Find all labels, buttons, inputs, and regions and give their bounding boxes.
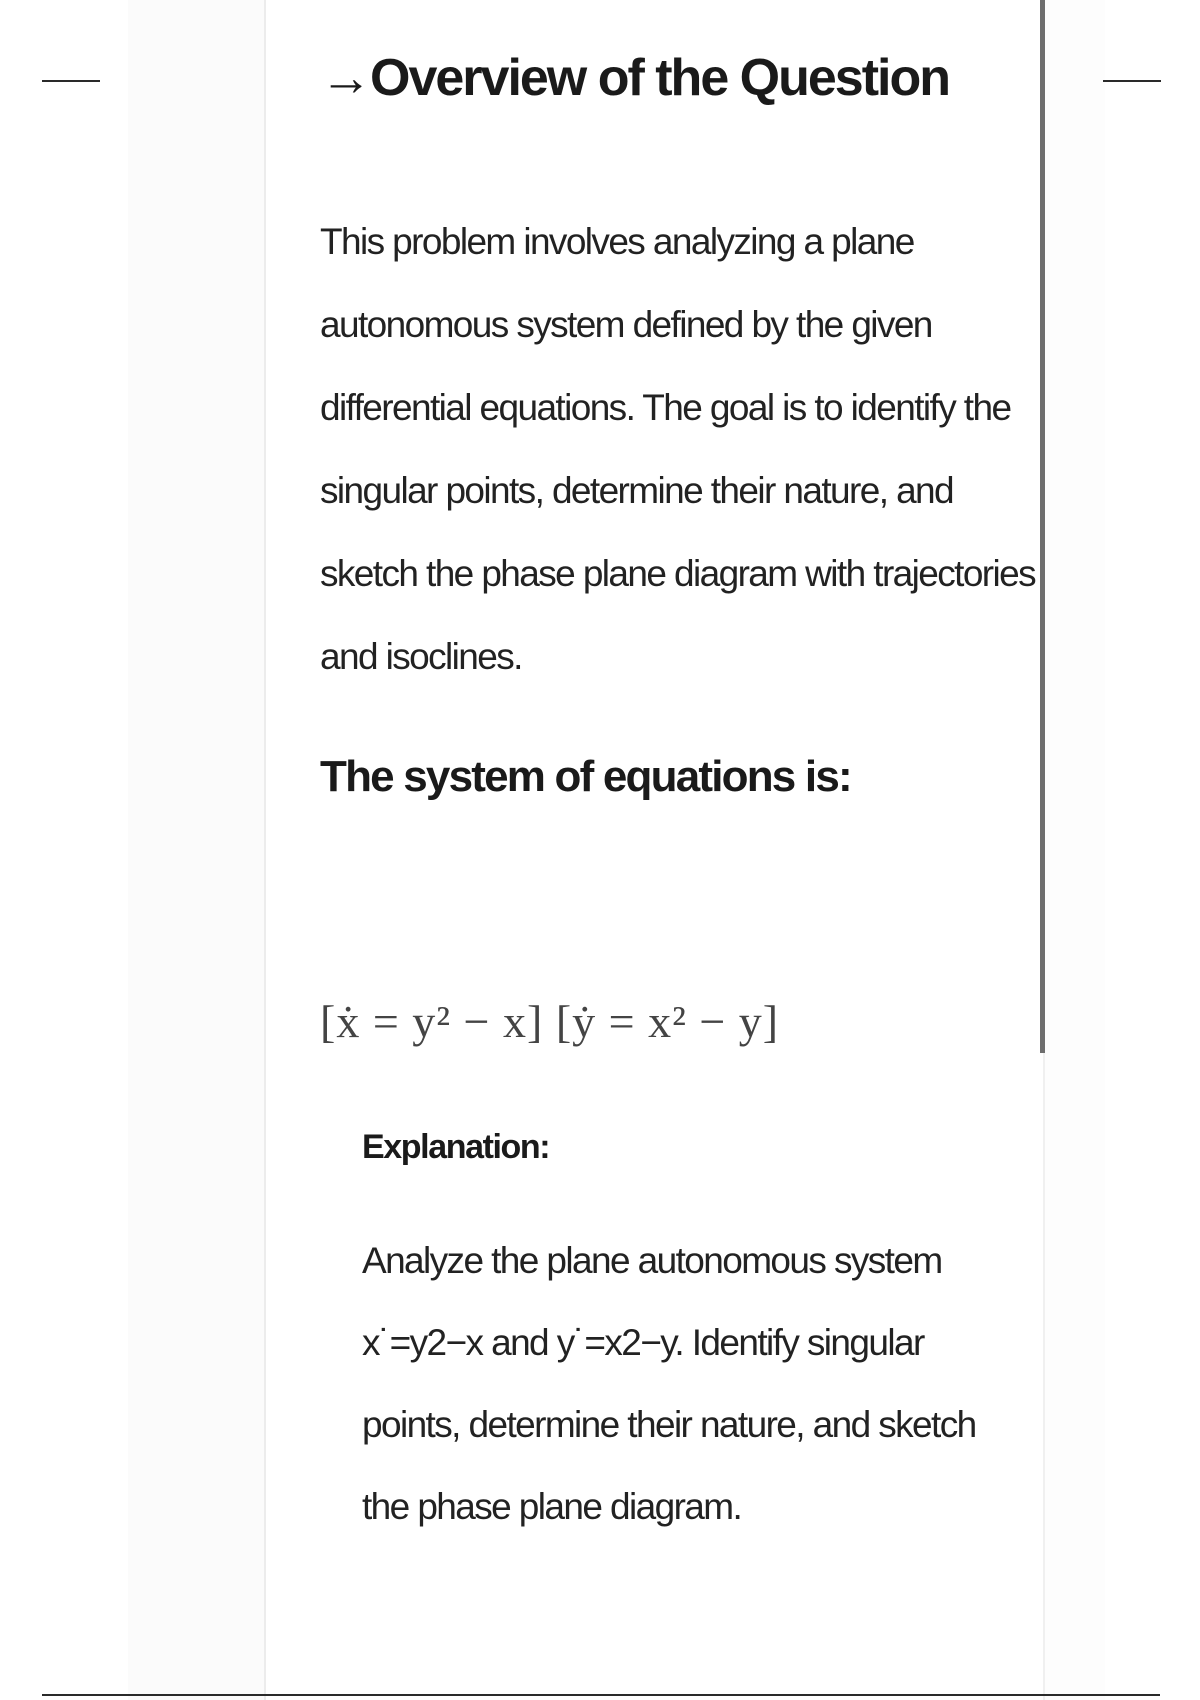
right-dash-divider	[1103, 80, 1161, 82]
bottom-divider	[42, 1694, 1160, 1696]
left-side-panel	[128, 0, 266, 1700]
system-equation: [ẋ = y² − x] [ẏ = x² − y]	[320, 996, 780, 1047]
right-side-panel	[1043, 0, 1105, 1700]
left-dash-divider	[42, 80, 100, 82]
arrow-icon: →	[320, 49, 370, 107]
overview-paragraph: This problem involves analyzing a plane autonomous system defined by the given differential equations. The goal is to identify the singular points, determine their nature, and sketch the phase plane diagram with trajectories and isoclines.	[320, 221, 1036, 677]
overview-title: Overview of the Question	[370, 49, 950, 107]
explanation-text: Analyze the plane autonomous system x˙=y2−x and y˙=x2−y. Identify singular points, determine their nature, and sketch the phase plane diagram.	[362, 1240, 976, 1527]
explanation-label: Explanation:	[362, 1128, 550, 1166]
system-heading: The system of equations is:	[320, 752, 851, 801]
overview-heading	[320, 48, 949, 108]
